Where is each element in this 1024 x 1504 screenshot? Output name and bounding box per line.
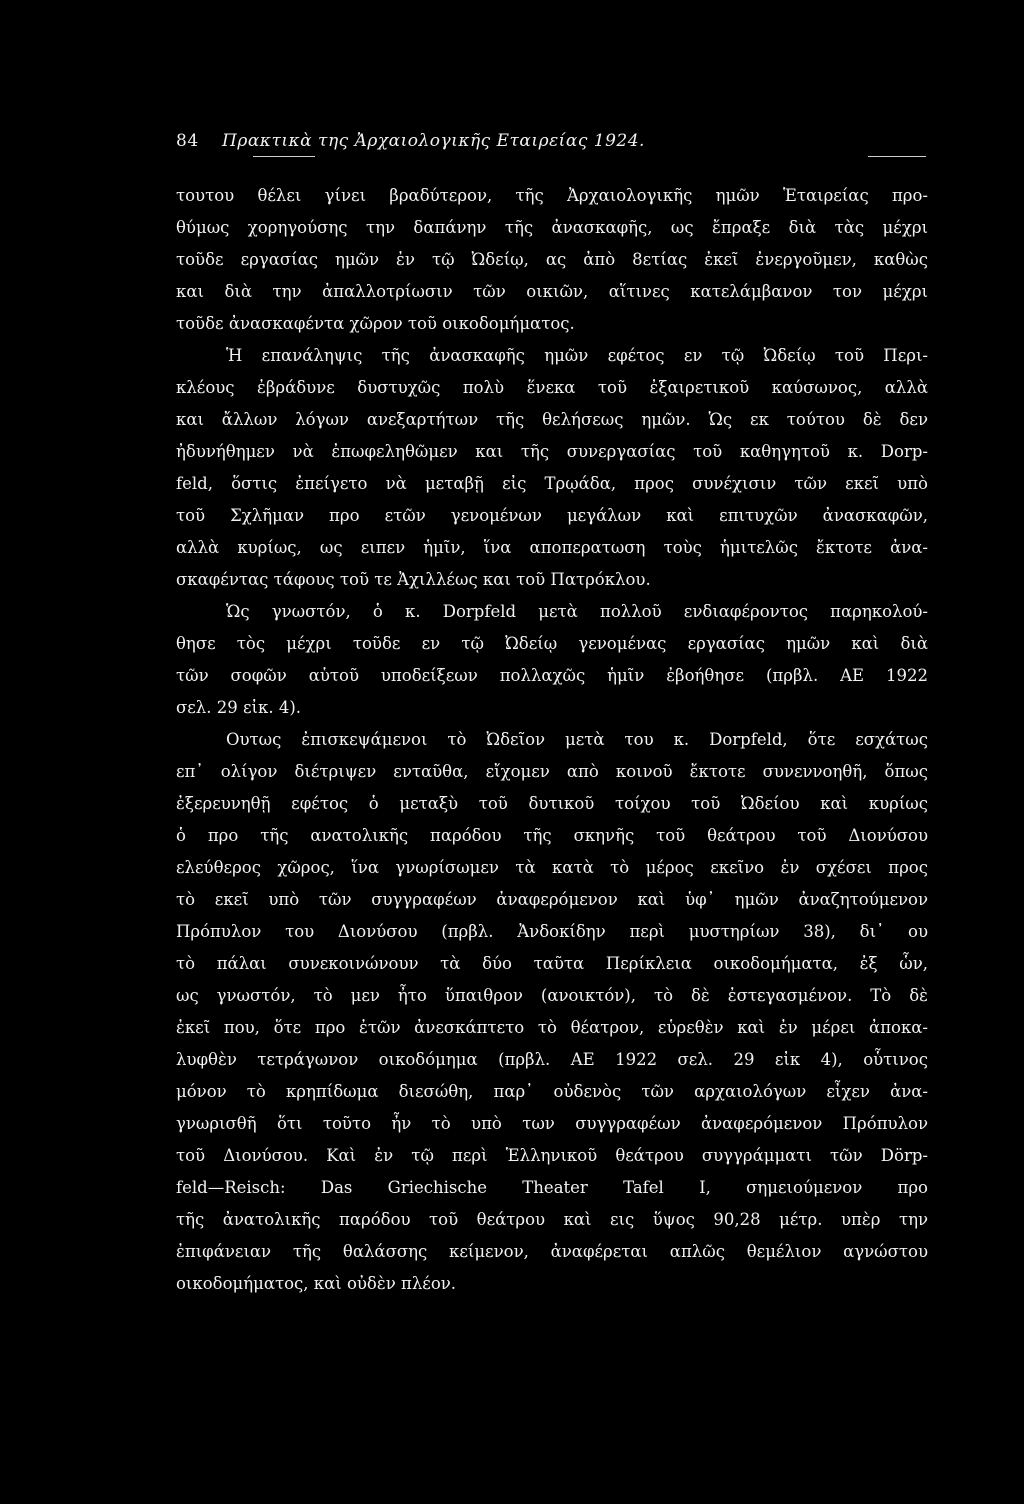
page-header	[176, 131, 928, 161]
text-line: Ἡ επανάληψις τῆς ἀνασκαφῆς ημῶν εφέτος εν τῷ Ὠδείῳ τοῦ Περι-	[226, 346, 928, 365]
text-line: ἐξερευνηθῇ εφέτος ὁ μεταξὺ τοῦ δυτικοῦ τοίχου τοῦ Ὠδείου καὶ κυρίως	[176, 794, 928, 813]
text-line: τοῦ Διονύσου. Καὶ ἐν τῷ περὶ Ἑλληνικοῦ θεάτρου συγγράμματι τῶν Dörp-	[176, 1146, 928, 1165]
text-line: μόνον τὸ κρηπίδωμα διεσώθη, παρ᾽ οὐδενὸς τῶν αρχαιολόγων εἶχεν ἀνα-	[176, 1082, 928, 1101]
body-text	[176, 180, 928, 1300]
text-line: τῶν σοφῶν αὑτοῦ υποδείξεων πολλαχῶς ἡμῖν ἐβοήθησε (πρβλ. ΑΕ 1922	[176, 666, 928, 685]
text-line: Ὡς γνωστόν, ὁ κ. Dorpfeld μετὰ πολλοῦ ενδιαφέροντος παρηκολού-	[226, 602, 928, 621]
text-line: Πρόπυλον του Διονύσου (πρβλ. Ἀνδοκίδην περὶ μυστηρίων 38), δι᾽ ου	[176, 922, 928, 941]
text-line: τὸ πάλαι συνεκοινώνουν τὰ δύο ταῦτα Περίκλεια οικοδομήματα, ἐξ ὧν,	[176, 954, 928, 973]
text-line: θησε τὸς μέχρι τοῦδε εν τῷ Ὠδείῳ γενομένας εργασίας ημῶν καὶ διὰ	[176, 634, 928, 653]
text-line: ελεύθερος χῶρος, ἵνα γνωρίσωμεν τὰ κατὰ τὸ μέρος εκεῖνο ἐν σχέσει προς	[176, 858, 928, 877]
text-line: και διὰ την ἀπαλλοτρίωσιν τῶν οικιῶν, αἵτινες κατελάμβανον τον μέχρι	[176, 282, 928, 301]
text-line: και ἄλλων λόγων ανεξαρτήτων τῆς θελήσεως ημῶν. Ὡς εκ τούτου δὲ δεν	[176, 410, 928, 429]
text-line: τοῦδε ἀνασκαφέντα χῶρον τοῦ οικοδομήματος.	[176, 314, 575, 333]
text-line: ἠδυνήθημεν νὰ ἐπωφεληθῶμεν και τῆς συνεργασίας τοῦ καθηγητοῦ κ. Dorp-	[176, 442, 928, 461]
text-line: τὸ εκεῖ υπὸ τῶν συγγραφέων ἀναφερόμενον καὶ ὑφ᾽ ημῶν ἀναζητούμενον	[176, 890, 928, 909]
text-line: Ουτως ἐπισκεψάμενοι τὸ Ὠδεῖον μετὰ του κ. Dorpfeld, ὅτε εσχάτως	[226, 730, 928, 749]
text-line: ἐκεῖ που, ὅτε προ ἐτῶν ἀνεσκάπτετο τὸ θέατρον, εὑρεθὲν καὶ ἐν μέρει ἀποκα-	[176, 1018, 928, 1037]
text-line: feld—Reisch: Das Griechische Theater Tafel I, σημειούμενον προ	[176, 1178, 928, 1197]
text-line: feld, ὅστις ἐπείγετο νὰ μεταβῇ εἰς Τρῳάδα, προς συνέχισιν τῶν εκεῖ υπὸ	[176, 474, 928, 493]
text-line: τουτου θέλει γίνει βραδύτερον, τῆς Ἀρχαιολογικῆς ημῶν Ἑταιρείας προ-	[176, 186, 928, 205]
running-title: Πρακτικὰ της Ἀρχαιολογικῆς Εταιρείας 1924.	[222, 131, 645, 151]
text-line: τῆς ἀνατολικῆς παρόδου τοῦ θεάτρου καὶ εις ὕψος 90,28 μέτρ. υπὲρ την	[176, 1210, 928, 1229]
text-line: τοῦ Σχλῆμαν προ ετῶν γενομένων μεγάλων καὶ επιτυχῶν ἀνασκαφῶν,	[176, 506, 928, 525]
header-rule-left	[253, 156, 315, 157]
text-line: κλέους ἐβράδυνε δυστυχῶς πολὺ ἕνεκα τοῦ ἐξαιρετικοῦ καύσωνος, αλλὰ	[176, 378, 928, 397]
text-line: σελ. 29 εἰκ. 4).	[176, 698, 301, 717]
text-line: οικοδομήματος, καὶ οὐδὲν πλέον.	[176, 1274, 457, 1293]
text-line: τοῦδε εργασίας ημῶν ἐν τῷ Ὠδείῳ, ας ἀπὸ 8ετίας ἐκεῖ ἐνεργοῦμεν, καθὼς	[176, 250, 928, 269]
text-line: σκαφέντας τάφους τοῦ τε Ἀχιλλέως και τοῦ Πατρόκλου.	[176, 570, 651, 589]
text-line: ὁ προ τῆς ανατολικῆς παρόδου τῆς σκηνῆς τοῦ θεάτρου τοῦ Διονύσου	[176, 826, 928, 845]
text-line: ἐπιφάνειαν τῆς θαλάσσης κείμενον, ἀναφέρεται απλῶς θεμέλιον αγνώστου	[176, 1242, 928, 1261]
text-line: αλλὰ κυρίως, ως ειπεν ἡμῖν, ἵνα αποπερατωση τοὺς ἡμιτελῶς ἔκτοτε ἀνα-	[176, 538, 928, 557]
text-line: γνωρισθῆ ὅτι τοῦτο ἦν τὸ υπὸ των συγγραφέων ἀναφερόμενον Πρόπυλον	[176, 1114, 928, 1133]
text-line: λυφθὲν τετράγωνον οικοδόμημα (πρβλ. ΑΕ 1922 σελ. 29 εἰκ 4), οὗτινος	[176, 1050, 928, 1069]
text-line: ως γνωστόν, τὸ μεν ἦτο ὕπαιθρον (ανοικτόν), τὸ δὲ ἐστεγασμένον. Τὸ δὲ	[176, 986, 928, 1005]
text-line: θύμως χορηγούσης την δαπάνην τῆς ἀνασκαφῆς, ως ἔπραξε διὰ τὰς μέχρι	[176, 218, 928, 237]
page-number: 84	[176, 131, 199, 151]
header-rule-right	[868, 156, 926, 157]
text-line: επ᾽ ολίγον διέτριψεν ενταῦθα, εἴχομεν απὸ κοινοῦ ἔκτοτε συνεννοηθῆ, ὅπως	[176, 762, 928, 781]
